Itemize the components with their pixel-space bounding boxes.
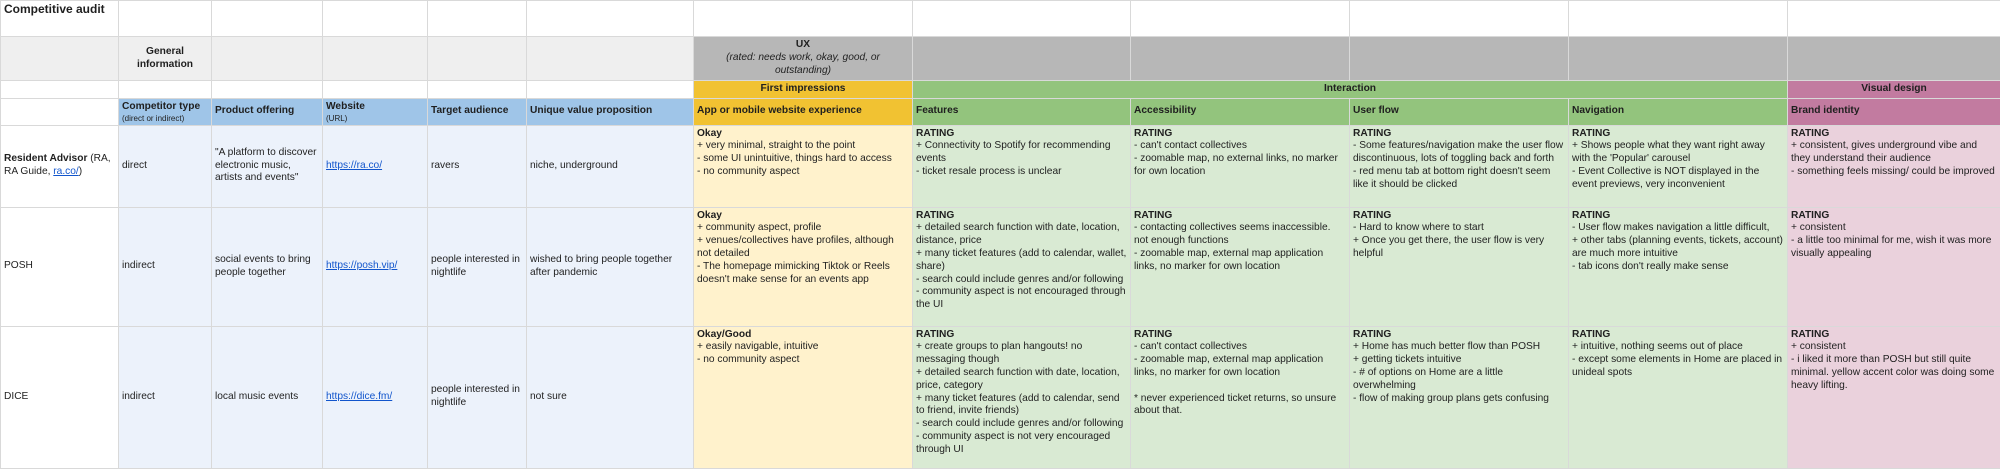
accessibility[interactable]: RATING - can't contact collectives - zoomable map, external map application links, no marker for own location * never experienced ticket returns, so unsure about that. bbox=[1131, 326, 1350, 468]
col-navigation[interactable]: Navigation bbox=[1569, 98, 1788, 125]
features[interactable]: RATING + detailed search function with date, location, distance, price + many ticket features (add to calendar, wallet, share) - search could include genres and/or following - community aspect is not encouraged through the UI bbox=[913, 207, 1131, 326]
website-cell[interactable] bbox=[323, 326, 428, 468]
website-link[interactable]: https://ra.co/ bbox=[326, 160, 382, 171]
website-cell[interactable] bbox=[323, 207, 428, 326]
features[interactable]: RATING + create groups to plan hangouts! no messaging though + detailed search function with date, location, price, category + many ticket features (add to calendar, send to friend, invite friends) - search could include genres and/or following - community aspect is not very encouraged through UI bbox=[913, 326, 1131, 468]
navigation[interactable]: RATING + intuitive, nothing seems out of place - except some elements in Home are placed in unideal spots bbox=[1569, 326, 1788, 468]
target-audience[interactable]: ravers bbox=[428, 125, 527, 207]
table-row bbox=[1, 125, 2000, 207]
ux-title: UX bbox=[796, 39, 810, 50]
table-row bbox=[1, 326, 2000, 468]
col-brand-identity[interactable]: Brand identity bbox=[1788, 98, 2000, 125]
accessibility[interactable]: RATING - contacting collectives seems inaccessible. not enough functions - zoomable map, external map application links, no marker for own location bbox=[1131, 207, 1350, 326]
product-offering[interactable]: "A platform to discover electronic music, artists and events" bbox=[212, 125, 323, 207]
brand-identity[interactable]: RATING + consistent, gives underground vibe and they understand their audience - something feels missing/ could be improved bbox=[1788, 125, 2000, 207]
brand-identity[interactable]: RATING + consistent - i liked it more than POSH but still quite minimal. yellow accent color was doing some heavy lifting. bbox=[1788, 326, 2000, 468]
app-experience[interactable]: Okay + very minimal, straight to the point - some UI unintuitive, things hard to access - no community aspect bbox=[694, 125, 913, 207]
competitor-name[interactable]: Resident Advisor (RA, RA Guide, ra.co/) bbox=[1, 125, 119, 207]
col-accessibility[interactable]: Accessibility bbox=[1131, 98, 1350, 125]
col-competitor-type[interactable]: Competitor type (direct or indirect) bbox=[119, 98, 212, 125]
general-information-header[interactable]: General information bbox=[119, 37, 212, 81]
product-offering[interactable]: local music events bbox=[212, 326, 323, 468]
unique-value[interactable]: not sure bbox=[527, 326, 694, 468]
category-row bbox=[1, 81, 2000, 99]
unique-value[interactable]: niche, underground bbox=[527, 125, 694, 207]
brand-identity[interactable]: RATING + consistent - a little too minimal for me, wish it was more visually appealing bbox=[1788, 207, 2000, 326]
col-app-experience[interactable]: App or mobile website experience bbox=[694, 98, 913, 125]
col-target-audience[interactable]: Target audience bbox=[428, 98, 527, 125]
navigation[interactable]: RATING + Shows people what they want right away with the 'Popular' carousel - Event Collective is NOT displayed in the event previews, very inconvenient bbox=[1569, 125, 1788, 207]
competitor-name[interactable]: POSH bbox=[1, 207, 119, 326]
navigation[interactable]: RATING - User flow makes navigation a little difficult, + other tabs (planning events, tickets, account) are much more intuitive - tab icons don't really make sense bbox=[1569, 207, 1788, 326]
col-features[interactable]: Features bbox=[913, 98, 1131, 125]
target-audience[interactable]: people interested in nightlife bbox=[428, 326, 527, 468]
ux-header[interactable] bbox=[694, 37, 913, 81]
website-link[interactable]: https://dice.fm/ bbox=[326, 391, 392, 402]
user-flow[interactable]: RATING - Some features/navigation make the user flow discontinuous, lots of toggling back and forth - red menu tab at bottom right doesn't seem like it should be clicked bbox=[1350, 125, 1569, 207]
interaction-header[interactable]: Interaction bbox=[913, 81, 1788, 99]
competitor-type[interactable]: indirect bbox=[119, 207, 212, 326]
competitor-type[interactable]: indirect bbox=[119, 326, 212, 468]
website-link[interactable]: https://posh.vip/ bbox=[326, 260, 397, 271]
sheet-title[interactable]: Competitive audit bbox=[1, 1, 119, 37]
app-experience[interactable]: Okay + community aspect, profile + venues/collectives have profiles, although not detailed - The homepage mimicking Tiktok or Reels doesn't make sense for an events app bbox=[694, 207, 913, 326]
title-row bbox=[1, 1, 2000, 37]
competitor-name[interactable]: DICE bbox=[1, 326, 119, 468]
competitor-type[interactable]: direct bbox=[119, 125, 212, 207]
app-experience[interactable]: Okay/Good + easily navigable, intuitive - no community aspect bbox=[694, 326, 913, 468]
user-flow[interactable]: RATING + Home has much better flow than POSH + getting tickets intuitive - # of options on Home are a little overwhelming - flow of making group plans gets confusing bbox=[1350, 326, 1569, 468]
col-unique-value[interactable]: Unique value proposition bbox=[527, 98, 694, 125]
visual-design-header[interactable]: Visual design bbox=[1788, 81, 2000, 99]
column-header-row bbox=[1, 98, 2000, 125]
product-offering[interactable]: social events to bring people together bbox=[212, 207, 323, 326]
accessibility[interactable]: RATING - can't contact collectives - zoomable map, no external links, no marker for own location bbox=[1131, 125, 1350, 207]
col-product-offering[interactable]: Product offering bbox=[212, 98, 323, 125]
features[interactable]: RATING + Connectivity to Spotify for recommending events - ticket resale process is unclear bbox=[913, 125, 1131, 207]
ux-subtitle: (rated: needs work, okay, good, or outstanding) bbox=[697, 52, 909, 78]
col-user-flow[interactable]: User flow bbox=[1350, 98, 1569, 125]
target-audience[interactable]: people interested in nightlife bbox=[428, 207, 527, 326]
website-cell[interactable] bbox=[323, 125, 428, 207]
section-header-row bbox=[1, 37, 2000, 81]
col-website[interactable]: Website (URL) bbox=[323, 98, 428, 125]
table-row bbox=[1, 207, 2000, 326]
competitor-link[interactable]: ra.co/ bbox=[53, 166, 78, 177]
unique-value[interactable]: wished to bring people together after pandemic bbox=[527, 207, 694, 326]
user-flow[interactable]: RATING - Hard to know where to start + Once you get there, the user flow is very helpful bbox=[1350, 207, 1569, 326]
first-impressions-header[interactable]: First impressions bbox=[694, 81, 913, 99]
